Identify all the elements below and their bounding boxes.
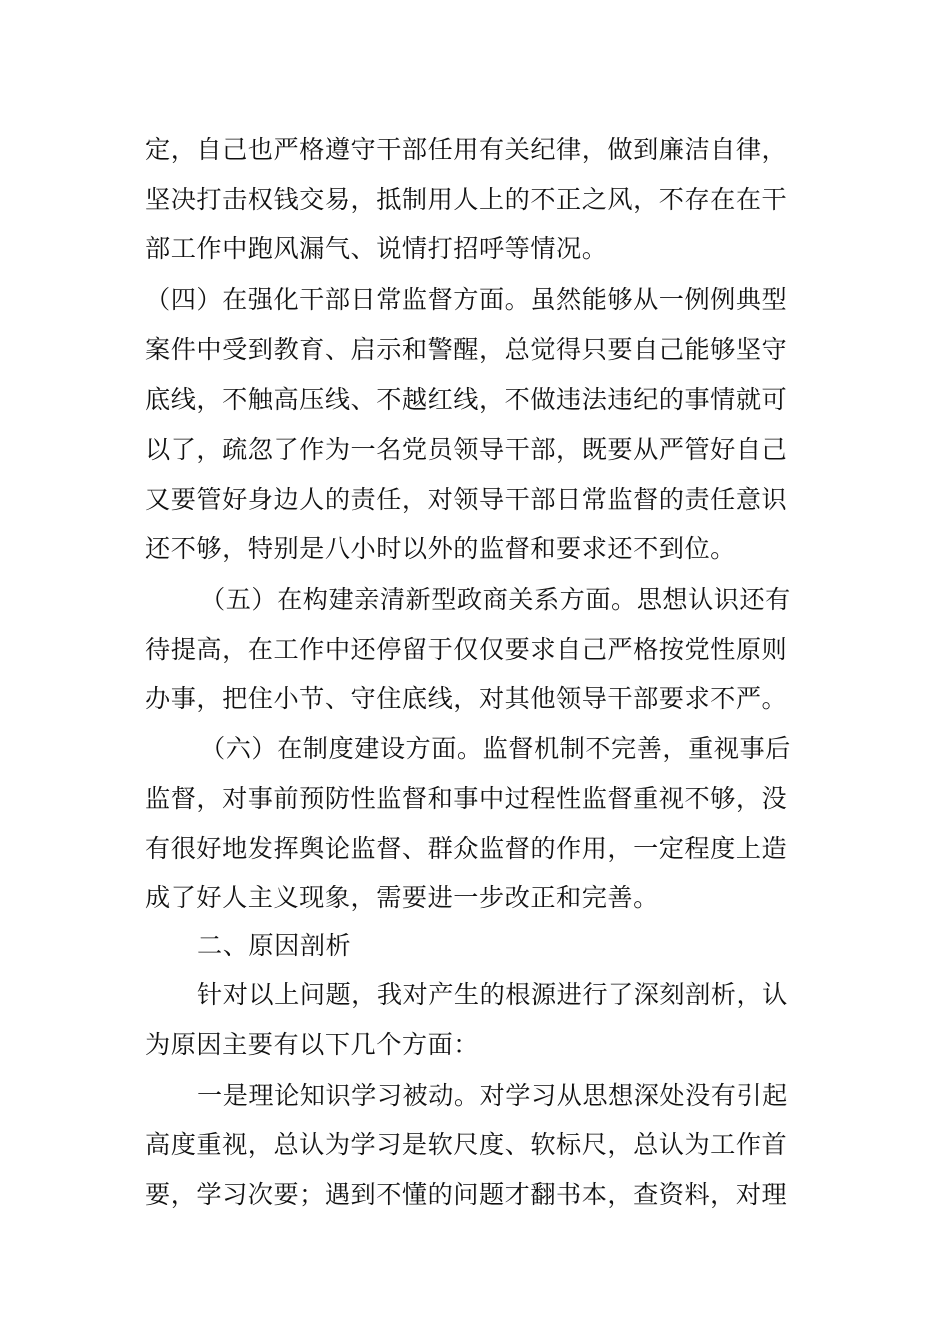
- body-text-line: 部工作中跑风漏气、说情打招呼等情况。: [145, 234, 608, 263]
- section-heading-line: （六）在制度建设方面。监督机制不完善，重视事后: [200, 734, 791, 763]
- body-text-line: 以了，疏忽了作为一名党员领导干部，既要从严管好自己: [145, 435, 788, 464]
- body-text-line: 底线，不触高压线、不越红线，不做违法违纪的事情就可: [145, 385, 788, 414]
- body-text-line: 又要管好身边人的责任，对领导干部日常监督的责任意识: [145, 485, 788, 514]
- body-text-line: 为原因主要有以下几个方面：: [145, 1030, 479, 1059]
- body-text-line: 针对以上问题，我对产生的根源进行了深刻剖析，认: [197, 980, 788, 1009]
- body-text-line: 定，自己也严格遵守干部任用有关纪律，做到廉洁自律，: [145, 135, 788, 164]
- body-text-line: 监督，对事前预防性监督和事中过程性监督重视不够，没: [145, 784, 788, 813]
- body-text-line: 案件中受到教育、启示和警醒，总觉得只要自己能够坚守: [145, 335, 788, 364]
- section-heading-line: （五）在构建亲清新型政商关系方面。思想认识还有: [200, 585, 791, 614]
- body-text-line: 坚决打击权钱交易，抵制用人上的不正之风，不存在在干: [145, 185, 788, 214]
- body-text-line: 待提高，在工作中还停留于仅仅要求自己严格按党性原则: [145, 635, 788, 664]
- body-text-line: 成了好人主义现象，需要进一步改正和完善。: [145, 883, 659, 912]
- body-text-line: 一是理论知识学习被动。对学习从思想深处没有引起: [197, 1081, 788, 1110]
- body-text-line: 有很好地发挥舆论监督、群众监督的作用，一定程度上造: [145, 834, 788, 863]
- body-text-line: 还不够，特别是八小时以外的监督和要求还不到位。: [145, 534, 736, 563]
- section-heading-line: （四）在强化干部日常监督方面。虽然能够从一例例典型: [145, 285, 788, 314]
- body-text-line: 高度重视，总认为学习是软尺度、软标尺，总认为工作首: [145, 1130, 788, 1159]
- chapter-heading: 二、原因剖析: [197, 931, 352, 960]
- body-text-line: 要，学习次要；遇到不懂的问题才翻书本，查资料，对理: [145, 1180, 788, 1209]
- body-text-line: 办事，把住小节、守住底线，对其他领导干部要求不严。: [145, 684, 788, 713]
